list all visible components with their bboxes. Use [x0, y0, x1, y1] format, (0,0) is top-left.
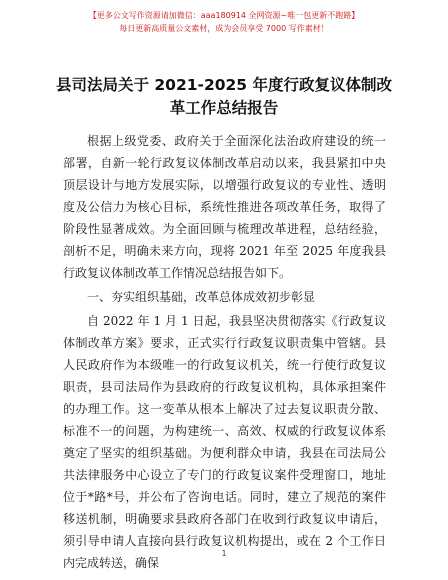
promo-banner [0, 0, 448, 35]
document-title [40, 74, 408, 120]
section-paragraph: 自 2022 年 1 月 1 日起，我县坚决贯彻落实《行政复议体制改革方案》要求，正式实行行政复议职责集中管辖。县人民政府作为本级唯一的行政复议机关，统一行使行政复议职责，县司法局作为县政府的行政复议机构，具体承担案件的办理工作。这一变革从根本上解决了过去复议职责分散、标准不一的问题，为构建统一、高效、权威的行政复议体系奠定了坚实的组织基础。为便利群众申请，我县在司法局公共法律服务中心设立了专门的行政复议案件受理窗口，地址位于*路*号，并公布了咨询电话。同时，建立了规范的案件移送机制，明确要求县政府各部门在收到行政复议申请后，须引导申请人直接向县行政复议机构提出，或在 2 个工作日内完成转送，确保 [63, 314, 386, 570]
intro-paragraph: 根据上级党委、政府关于全面深化法治政府建设的统一部署，自新一轮行政复议体制改革启动以来，我县紧扣中央顶层设计与地方发展实际，以增强行政复议的专业性、透明度及公信力为核心目标，系统性推进各项改革任务，取得了阶段性显著成效。为全面回顾与梳理改革进程，总结经验，剖析不足，明确未来方向，现将 2021 年至 2025 年度我县行政复议体制改革工作情况总结报告如下。 [63, 134, 386, 280]
section-heading: 一、夯实组织基础，改革总体成效初步彰显 [87, 290, 316, 304]
document-title-line2: 革工作总结报告 [169, 99, 279, 117]
document-body [63, 130, 386, 574]
document-title-line1: 县司法局关于 2021-2025 年度行政复议体制改 [55, 76, 392, 94]
promo-banner-line1: 【更多公文写作资源请加微信：aaa180914 全网资源~唯一包更新不跑路】 [88, 11, 360, 20]
promo-banner-line2: 每日更新高质量公文素材，成为会员享受 7000 写作素材！ [119, 24, 329, 33]
page-number: 1 [221, 549, 227, 558]
